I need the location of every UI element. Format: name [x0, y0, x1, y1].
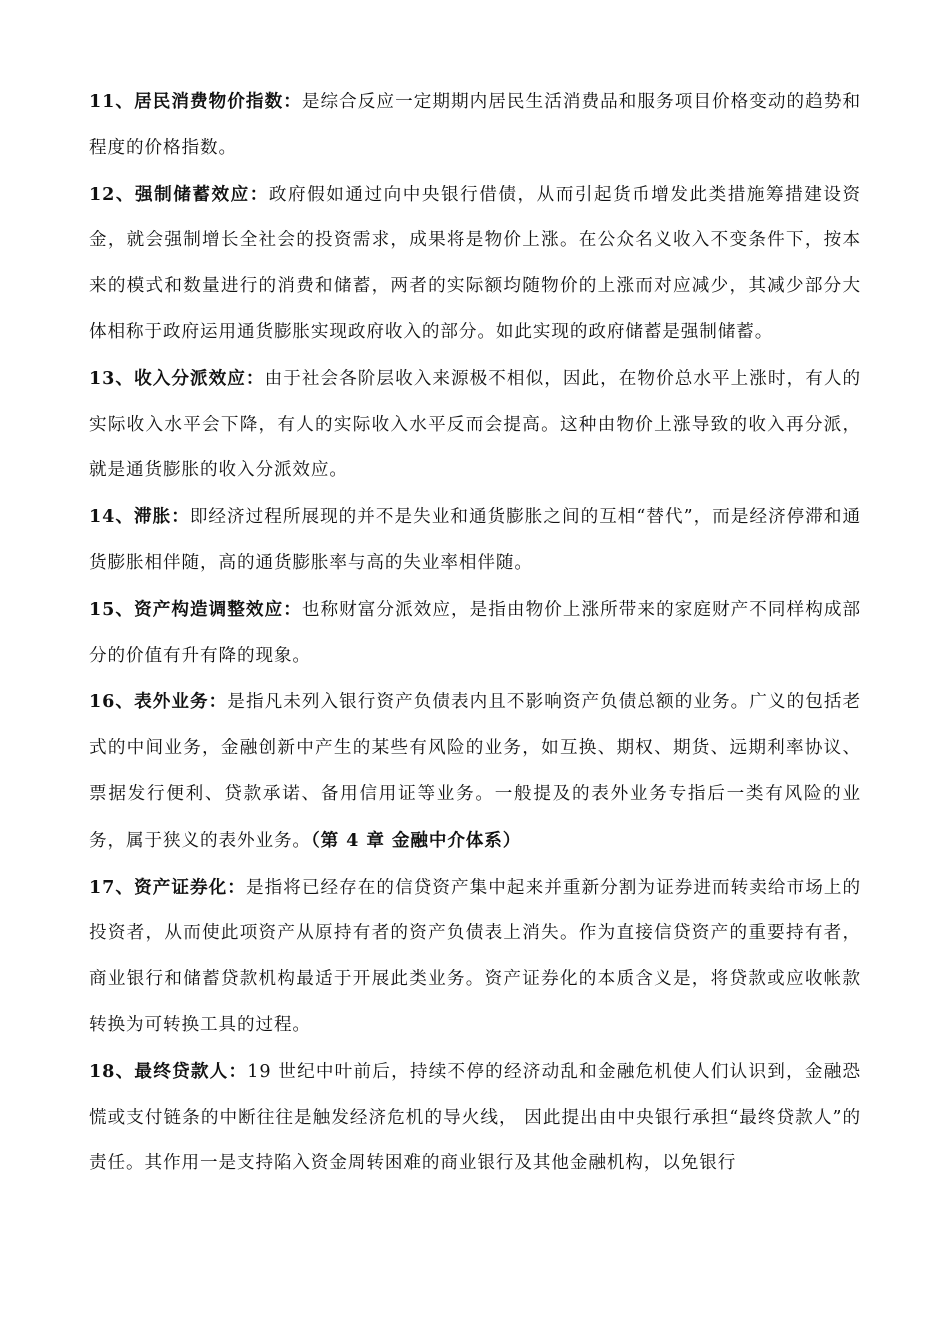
- document-page: [89, 79, 861, 1187]
- entry-definition: 政府假如通过向中央银行借债，从而引起货币增发此类措施筹措建设资金，就会强制增长全社会的投资需求，成果将是物价上涨。在公众名义收入不变条件下，按本来的模式和数量进行的消费和储蓄，两者的实际额均随物价的上涨而对应减少，其减少部分大体相称于政府运用通货膨胀实现政府收入的部分。如此实现的政府储蓄是强制储蓄。: [89, 184, 862, 342]
- entry-11: [89, 79, 861, 172]
- entry-13: [89, 356, 861, 494]
- entry-18: [89, 1049, 861, 1187]
- entry-term: 13、收入分派效应：: [89, 367, 265, 389]
- entry-term: 16、表外业务：: [89, 691, 228, 713]
- entry-definition: 由于社会各阶层收入来源极不相似，因此，在物价总水平上涨时，有人的实际收入水平会下降，有人的实际收入水平反而会提高。这种由物价上涨导致的收入再分派，就是通货膨胀的收入分派效应。: [89, 368, 861, 481]
- entry-14: [89, 494, 861, 587]
- entry-definition: 也称财富分派效应，是指由物价上涨所带来的家庭财产不同样构成部分的价值有升有降的现象。: [89, 599, 861, 666]
- entry-15: [89, 587, 861, 680]
- entry-definition: 即经济过程所展现的并不是失业和通货膨胀之间的互相“替代”，而是经济停滞和通货膨胀相伴随，高的通货膨胀率与高的失业率相伴随。: [89, 507, 861, 573]
- entry-16: [89, 679, 861, 864]
- entry-term: 12、强制储蓄效应：: [89, 183, 269, 205]
- entry-term: 15、资产构造调整效应：: [89, 598, 302, 620]
- entry-definition: 是指凡未列入银行资产负债表内且不影响资产负债总额的业务。广义的包括老式的中间业务，金融创新中产生的某些有风险的业务，如互换、期权、期货、远期利率协议、票据发行便利、贷款承诺、备用信用证等业务。一般提及的表外业务专指后一类有风险的业务，属于狭义的表外业务。: [89, 692, 861, 851]
- entry-definition: 19 世纪中叶前后，持续不停的经济动乱和金融危机使人们认识到，金融恐慌或支付链条的中断往往是触发经济危机的导火线， 因此提出由中央银行承担“最终贷款人”的责任。其作用一是支持陷入资金周转困难的商业银行及其他金融机构，以免银行: [89, 1061, 861, 1174]
- entry-12: [89, 172, 861, 356]
- entry-definition: 是综合反应一定期期内居民生活消费品和服务项目价格变动的趋势和程度的价格指数。: [89, 92, 861, 158]
- entry-term: 11、居民消费物价指数：: [89, 91, 302, 112]
- entry-definition: 是指将已经存在的信贷资产集中起来并重新分割为证券进而转卖给市场上的投资者，从而使此项资产从原持有者的资产负债表上消失。作为直接信贷资产的重要持有者，商业银行和储蓄贷款机构最适于开展此类业务。资产证券化的本质含义是，将贷款或应收帐款转换为可转换工具的过程。: [89, 877, 861, 1035]
- entry-term: 17、资产证券化：: [89, 876, 246, 898]
- entry-term: 14、滞胀：: [89, 506, 190, 528]
- entry-17: [89, 865, 861, 1049]
- entry-term: 18、最终贷款人：: [89, 1060, 248, 1082]
- chapter-note: （第 4 章 金融中介体系）: [310, 829, 522, 851]
